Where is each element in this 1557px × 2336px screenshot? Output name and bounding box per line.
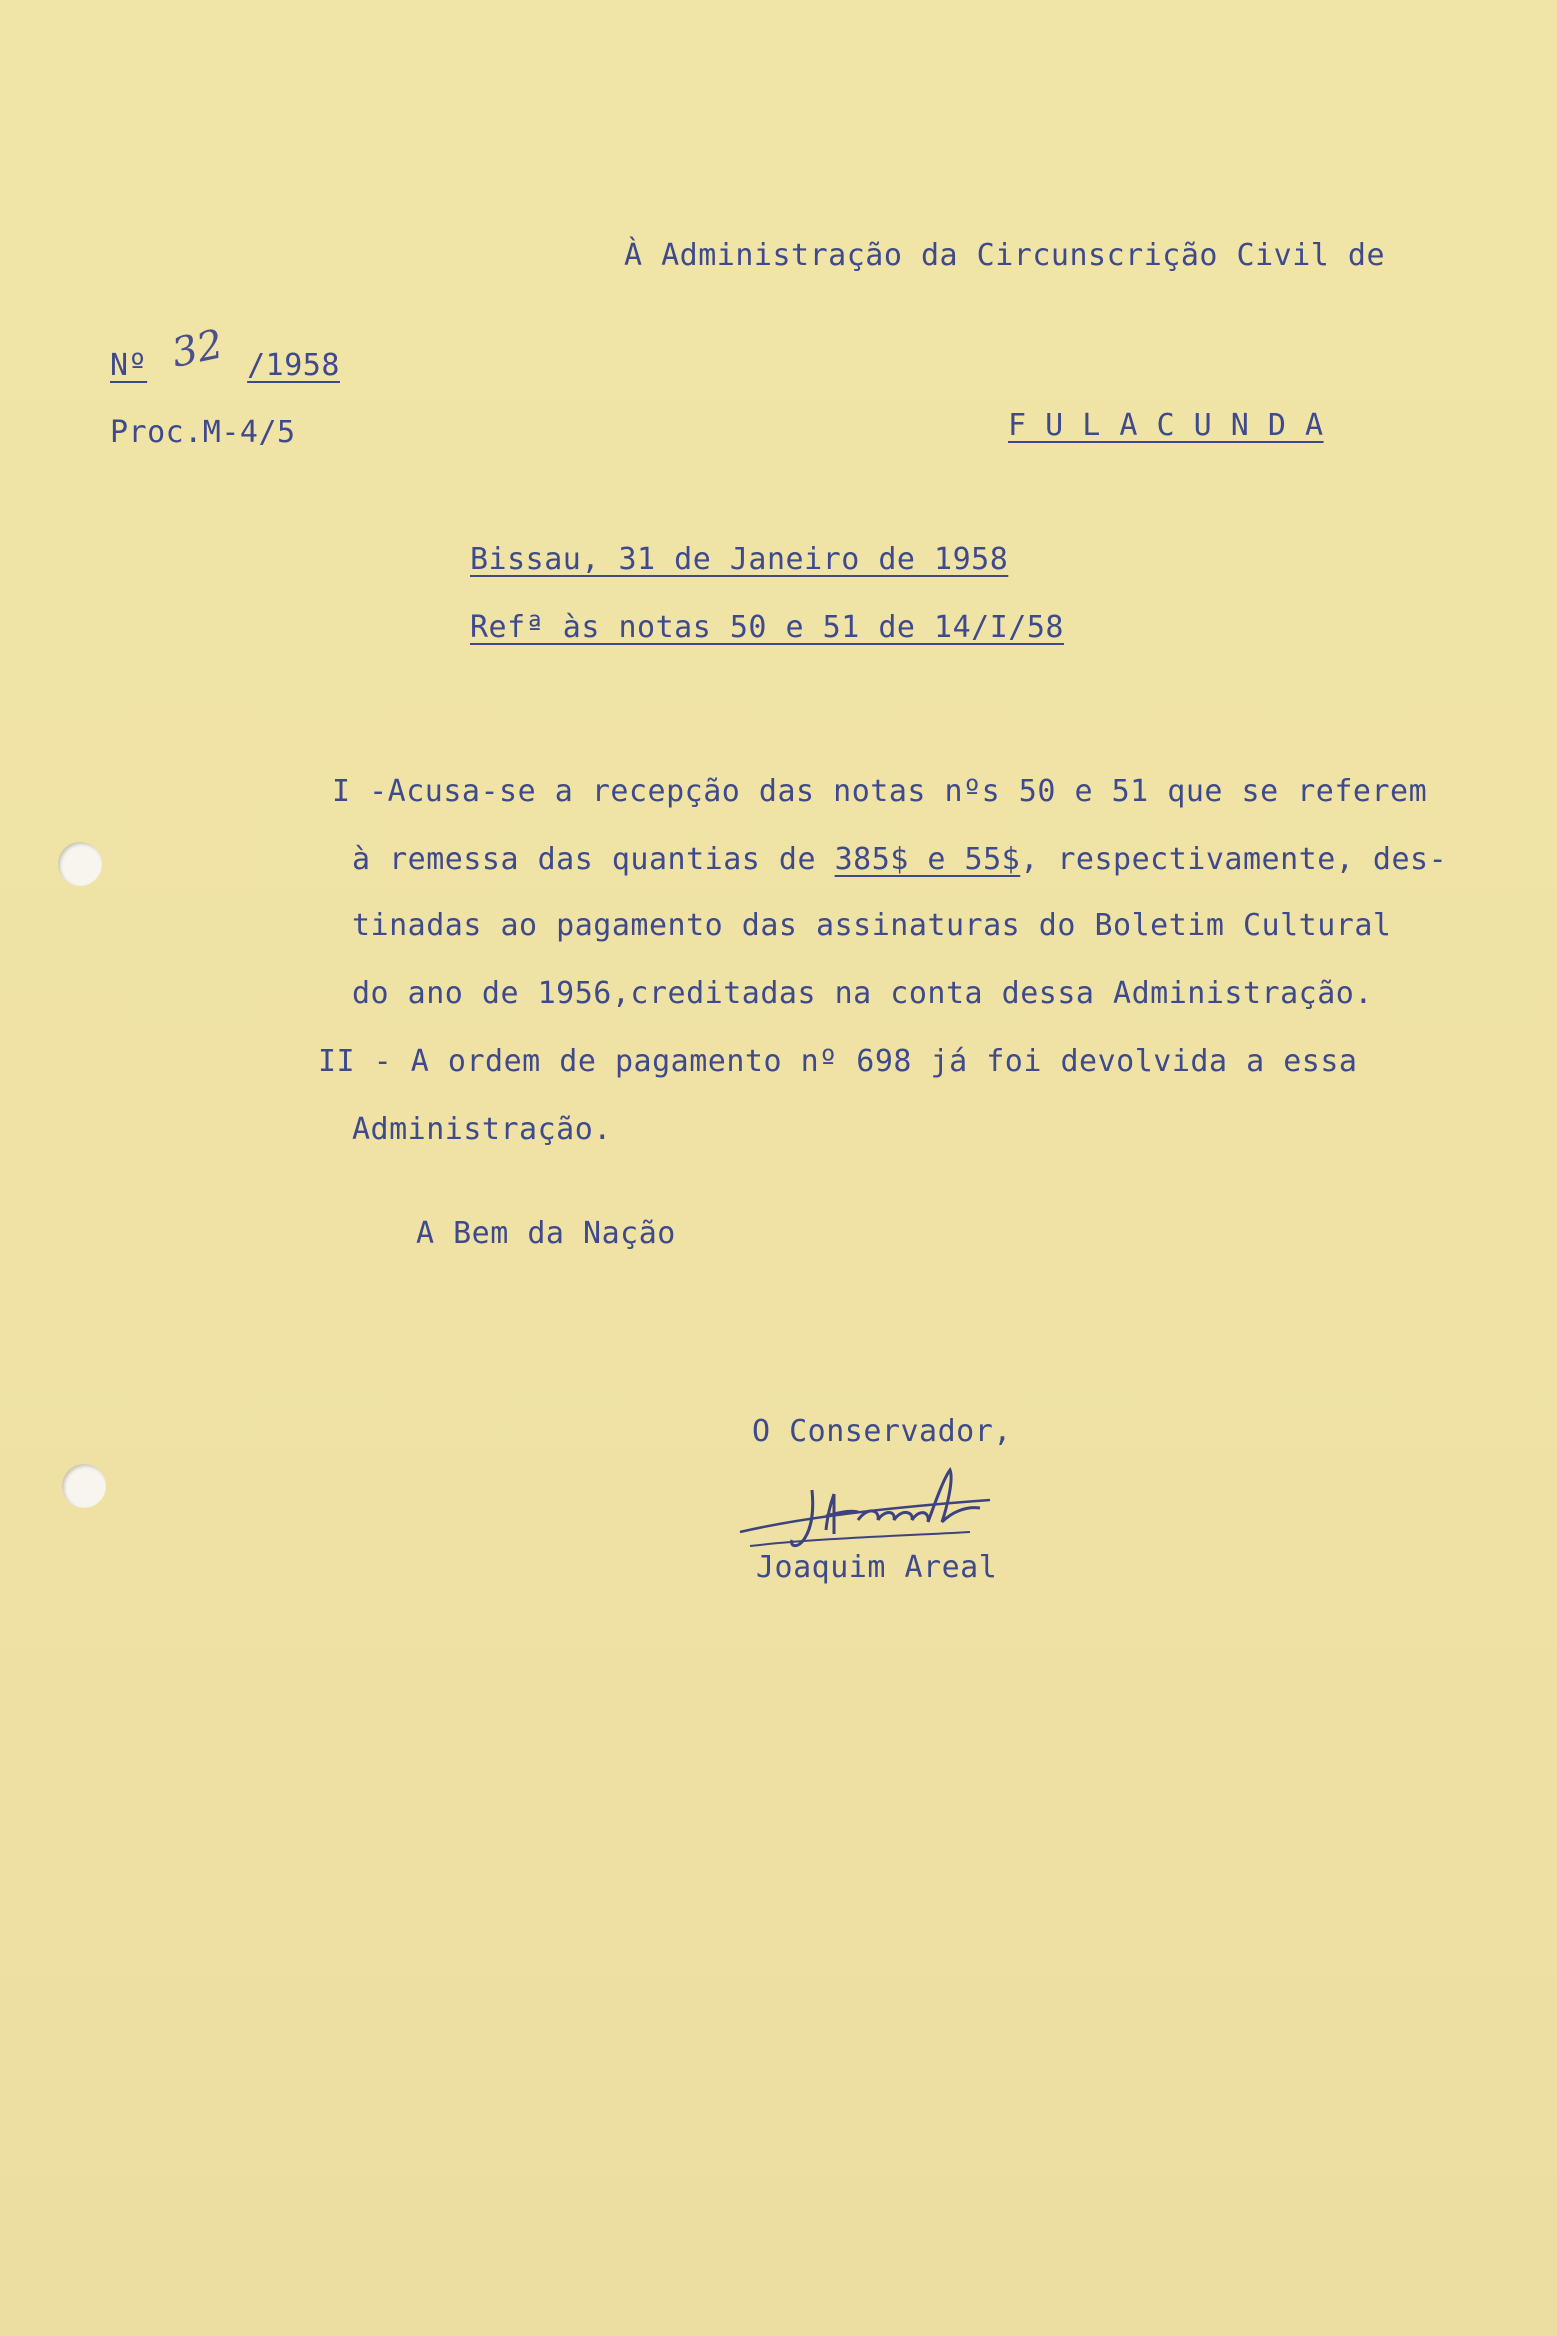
body-line-2 bbox=[352, 842, 1447, 878]
body-line-1: I -Acusa-se a recepção das notas nºs 50 e 51 que se referem bbox=[332, 774, 1428, 809]
reference-number-year: /1958 bbox=[247, 348, 340, 383]
addressee-place: F U L A C U N D A bbox=[1008, 408, 1324, 443]
body-line-4: do ano de 1956,creditadas na conta dessa Administração. bbox=[352, 976, 1373, 1011]
punch-hole-top bbox=[58, 842, 102, 886]
process-reference: Proc.M-4/5 bbox=[110, 415, 296, 450]
body-line-2-start: à remessa das quantias de bbox=[352, 842, 835, 877]
body-line-3: tinadas ao pagamento das assinaturas do Boletim Cultural bbox=[352, 908, 1392, 943]
body-line-2-end: , respectivamente, des- bbox=[1020, 842, 1448, 877]
date-line: Bissau, 31 de Janeiro de 1958 bbox=[470, 542, 1009, 577]
reference-number-prefix: Nº bbox=[110, 348, 148, 383]
amounts: 385$ e 55$ bbox=[834, 842, 1021, 877]
signer-title: O Conservador, bbox=[752, 1414, 1012, 1449]
ref-line: Refª às notas 50 e 51 de 14/I/58 bbox=[470, 610, 1064, 645]
closing: A Bem da Nação bbox=[416, 1216, 676, 1251]
body-line-6: Administração. bbox=[352, 1112, 612, 1147]
punch-hole-bottom bbox=[62, 1464, 106, 1508]
handwritten-number: 32 bbox=[167, 321, 228, 377]
addressee-line: À Administração da Circunscrição Civil de bbox=[624, 238, 1386, 273]
body-line-5: II - A ordem de pagamento nº 698 já foi devolvida a essa bbox=[318, 1044, 1358, 1079]
signer-name: Joaquim Areal bbox=[756, 1550, 998, 1585]
